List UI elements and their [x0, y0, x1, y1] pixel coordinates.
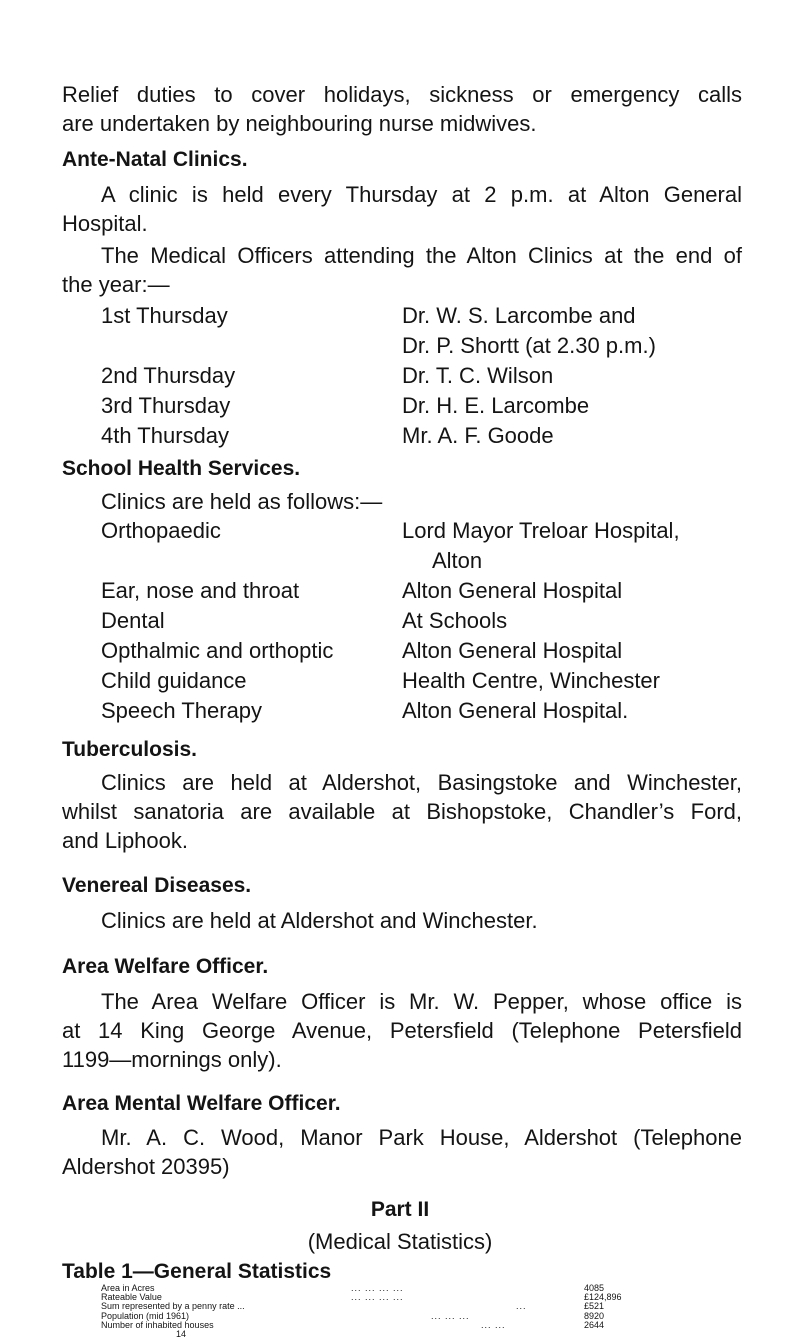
school-clinic-names — [101, 516, 333, 726]
table-row — [101, 1320, 741, 1330]
schedule-day: 2nd Thursday — [101, 363, 236, 388]
clinic-place: Lord Mayor Treloar Hospital, — [402, 518, 680, 543]
mental-line-1: Mr. A. C. Wood, Manor Park House, Aldershot (Telephone — [101, 1125, 742, 1150]
schedule-officers — [402, 301, 656, 451]
heading-tuberculosis: Tuberculosis. — [62, 738, 197, 761]
heading-school-health: School Health Services. — [62, 457, 301, 480]
stat-value: 2644 — [584, 1319, 605, 1330]
clinic-name: Speech Therapy — [101, 698, 263, 723]
part-subtitle: (Medical Statistics) — [307, 1229, 493, 1254]
schedule-officer: Dr. H. E. Larcombe — [402, 393, 590, 418]
clinic-place: Alton — [432, 548, 483, 573]
part-title: Part II — [370, 1198, 430, 1221]
stat-value: 8920 — [584, 1310, 605, 1321]
stat-leader-dots: ... ... ... ... — [351, 1292, 404, 1303]
page-number: 14 — [176, 1329, 187, 1339]
welfare-line-2: at 14 King George Avenue, Petersfield (Telephone Petersfield — [62, 1018, 742, 1043]
schedule-days — [101, 301, 235, 451]
stat-label: Area in Acres — [101, 1283, 155, 1293]
heading-area-mental-welfare-officer: Area Mental Welfare Officer. — [62, 1092, 341, 1115]
school-intro: Clinics are held as follows:— — [101, 489, 383, 514]
schedule-officer: Dr. T. C. Wilson — [402, 363, 554, 388]
stat-value: 4085 — [584, 1283, 605, 1293]
stat-label: Population (mid 1961) — [101, 1310, 190, 1321]
antenatal-p2-line-2: the year:— — [62, 272, 170, 297]
stat-leader-dots: ... ... ... ... — [351, 1283, 404, 1293]
clinic-place: Health Centre, Winchester — [402, 668, 660, 693]
schedule-day: 3rd Thursday — [101, 393, 231, 418]
heading-venereal-diseases: Venereal Diseases. — [62, 874, 252, 897]
schedule-officer: Dr. P. Shortt (at 2.30 p.m.) — [402, 333, 656, 358]
clinic-place: Alton General Hospital. — [402, 698, 629, 723]
clinic-place: Alton General Hospital — [402, 638, 623, 663]
stat-label: Number of inhabited houses — [101, 1319, 214, 1330]
clinic-name: Dental — [101, 608, 165, 633]
stat-label: Rateable Value — [101, 1292, 162, 1303]
schedule-day: 4th Thursday — [101, 423, 230, 448]
stat-value: £124,896 — [584, 1292, 622, 1303]
stat-leader-dots: ... ... — [481, 1319, 506, 1330]
schedule-day — [101, 331, 235, 361]
intro-line-1: Relief duties to cover holidays, sickness or emergency calls — [62, 82, 742, 107]
clinic-name: Opthalmic and orthoptic — [101, 638, 334, 663]
welfare-line-1: The Area Welfare Officer is Mr. W. Pepper, whose office is — [101, 989, 742, 1014]
tb-line-1: Clinics are held at Aldershot, Basingstoke and Winchester, — [101, 770, 742, 795]
schedule-officer: Mr. A. F. Goode — [402, 423, 554, 448]
antenatal-p1-line-2: Hospital. — [62, 211, 148, 236]
tb-line-3: and Liphook. — [62, 828, 188, 853]
stat-value: £521 — [584, 1301, 605, 1312]
table-1-heading: Table 1—General Statistics — [62, 1260, 332, 1283]
tb-line-2: whilst sanatoria are available at Bishopstoke, Chandler’s Ford, — [62, 799, 742, 824]
stat-leader-dots: ... — [516, 1301, 527, 1312]
mental-line-2: Aldershot 20395) — [62, 1154, 230, 1179]
school-clinic-places — [402, 516, 680, 726]
intro-line-2: are undertaken by neighbouring nurse midwives. — [62, 111, 537, 136]
schedule-officer: Dr. W. S. Larcombe and — [402, 303, 636, 328]
clinic-name: Ear, nose and throat — [101, 578, 300, 603]
stat-label: Sum represented by a penny rate ... — [101, 1301, 245, 1312]
heading-area-welfare-officer: Area Welfare Officer. — [62, 955, 269, 978]
clinic-place: At Schools — [402, 608, 508, 633]
welfare-line-3: 1199—mornings only). — [62, 1047, 282, 1072]
antenatal-p1-line-1: A clinic is held every Thursday at 2 p.m. at Alton General — [101, 182, 742, 207]
heading-antenatal: Ante-Natal Clinics. — [62, 148, 248, 171]
clinic-name: Orthopaedic — [101, 518, 221, 543]
clinic-name: Child guidance — [101, 668, 247, 693]
stat-leader-dots: ... ... ... — [431, 1310, 470, 1321]
antenatal-p2-line-1: The Medical Officers attending the Alton Clinics at the end of — [101, 243, 742, 268]
schedule-day: 1st Thursday — [101, 303, 228, 328]
clinic-name — [101, 546, 333, 576]
clinic-place: Alton General Hospital — [402, 578, 623, 603]
vd-line-1: Clinics are held at Aldershot and Winchester. — [101, 908, 538, 933]
